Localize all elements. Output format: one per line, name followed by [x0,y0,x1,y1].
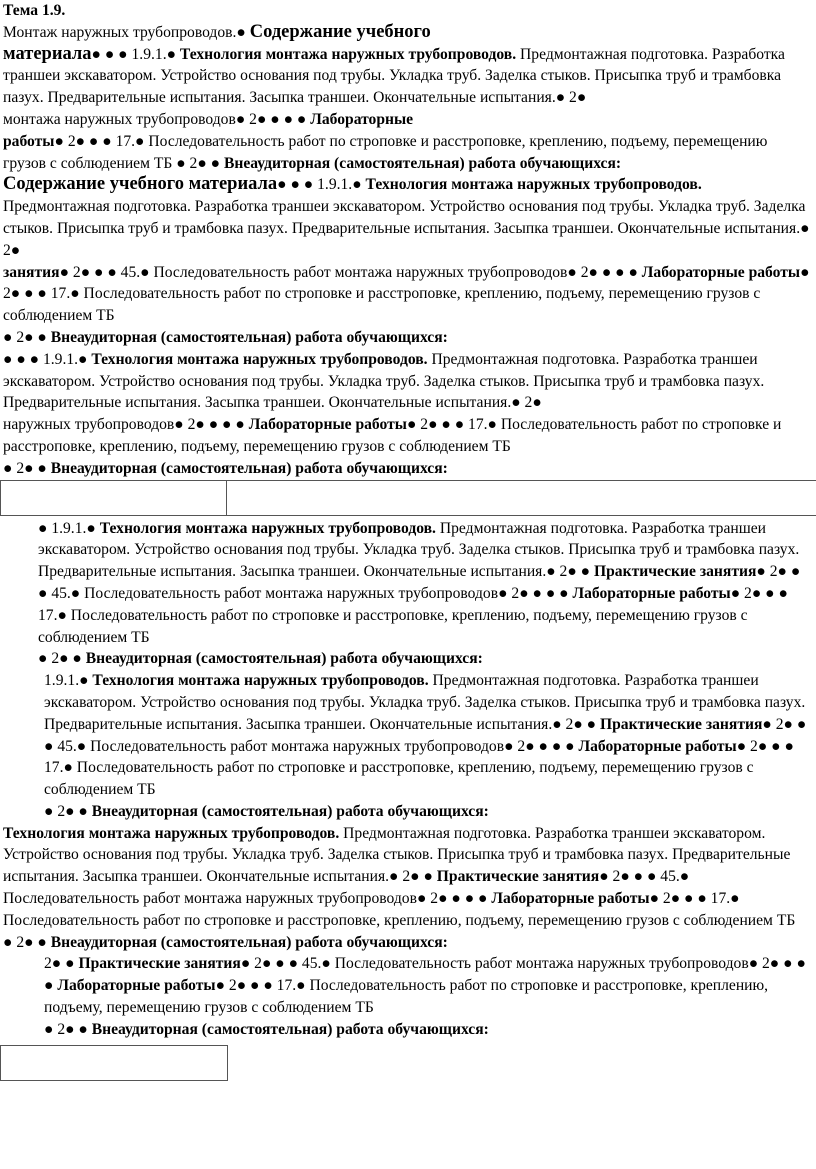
topic-block-4 [0,518,816,671]
section-text: ● 2● ● ● 45.● Последовательность работ монтажа наружных трубопроводов● 2● ● ● ● [44,715,807,755]
independent-work-label: Внеаудиторная (самостоятельная) работа обучающихся: [50,328,448,346]
section-title: Технология монтажа наружных трубопроводов. [3,824,340,842]
section-number: 1.9.1.● [131,45,180,63]
section-text: подготовка. Разработка траншеи экскаватором. Устройство основания под трубы. Укладка труб. Заделка стыков. Присыпка труб и трамбовка пазух. Предварительные испытания. Засыпка траншеи. Окончательные испытания.● 2● [3,45,785,107]
section-number: ● 1.9.1.● [38,519,100,537]
independent-work-label: Внеаудиторная (самостоятельная) работа обучающихся: [50,459,448,477]
section-number: ● ● ● 1.9.1.● [3,350,92,368]
practice-label: Практические занятия [436,868,600,886]
section-text: монтажа наружных трубопроводов● 2● ● ● ● [3,110,311,128]
practice-label: занятия [3,263,60,281]
section-title: Технология монтажа наружных трубопроводов. [179,45,517,63]
section-text: ● 2● ● ● 45.● Последовательность работ монтажа наружных трубопроводов● 2● ● ● ● [38,563,801,602]
topic-block-2 [0,174,816,348]
section-title: Технология монтажа наружных трубопроводов. [91,350,428,368]
bullet-marks: ● 2● ● [3,328,51,346]
content-heading-cont: материала [3,43,92,64]
lab-label: Лабораторные работы [641,263,801,281]
lab-label: Лабораторные работы [572,584,731,602]
empty-table-row [0,1045,816,1083]
lab-label: Лабораторные работы [57,977,216,995]
practice-label: Практические занятия [600,715,763,733]
section-number: 1.9.1.● [44,672,93,690]
section-text: Предмонтажная [516,45,627,63]
section-text: ● 2● ● ● 17.● Последовательность работ по строповке и расстроповке, креплению, подъему, перемещению грузов с соблюдением ТБ [44,977,769,1017]
lab-label: Лабораторные работы [578,737,737,755]
independent-work-label: Внеаудиторная (самостоятельная) работа обучающихся: [224,154,622,172]
section-text: ● 2● ● ● 17.● Последовательность работ по строповке и расстроповке, креплению, подъему, перемещению грузов с соблюдением ТБ [38,584,788,646]
section-text: ● 2● ● ● 45.● Последовательность работ монтажа наружных трубопроводов● 2● ● ● ● [59,263,642,281]
section-text: Предмонтажная подготовка. Разработка траншеи экскаватором. Устройство основания под трубы. Укладка труб. Заделка стыков. Присыпка труб и трамбовка пазух. Предварительные испытания. Засыпка траншеи. Окончательные испытания.● 2● ● [44,672,806,733]
topic-block-1 [0,0,816,174]
topic-subtitle: Монтаж наружных трубопроводов. [3,23,237,41]
bullet-marks: ● 2● ● [3,933,51,951]
practice-label: Практические занятия [78,955,241,973]
bullet-marks: ● ● ● [91,45,132,63]
content-heading: Содержание учебного [249,21,431,42]
section-text: ● 2● ● ● 17.● Последовательность работ по строповке и расстроповке, креплению, подъему, перемещению грузов с соблюдением ТБ [3,263,810,325]
section-text: наружных трубопроводов● 2● ● ● ● [3,416,249,434]
independent-work-label: Внеаудиторная (самостоятельная) работа обучающихся: [91,802,489,820]
section-text: Предмонтажная подготовка. Разработка траншеи экскаватором. Устройство основания под трубы. Укладка труб. Заделка стыков. Присыпка труб и трамбовка пазух. Предварительные испытания. Засыпка траншеи. Окончательные испытания.● 2● [3,198,810,259]
section-number: ● ● ● 1.9.1.● [277,176,366,194]
topic-block-7 [0,953,816,1040]
section-text: ● 2● ● ● 45.● Последовательность работ монтажа наружных трубопроводов● 2● ● ● ● [3,868,690,908]
section-text: ● 2● ● ● 45.● Последовательность работ монтажа наружных трубопроводов● 2● ● ● ● [44,955,806,995]
section-text: ● 2● ● ● 17.● Последовательность работ по строповке и расстроповке, креплению, подъему, перемещению грузов с соблюдением ТБ [44,737,794,799]
section-text: ● 2● ● ● 17.● Последовательность работ по строповке и расстроповке, креплению, подъему, перемещению грузов с соблюдением ТБ [3,416,782,455]
section-text: Предмонтажная подготовка. Разработка траншеи экскаватором. Устройство основания под трубы. Укладка труб. Заделка стыков. Присыпка труб и трамбовка пазух. Предварительные испытания. Засыпка траншеи. Окончательные испытания.● 2● ● [38,519,800,581]
empty-table-cell [0,1045,228,1081]
practice-label: Практические занятия [594,563,757,581]
section-title: Технология монтажа наружных трубопроводов. [92,672,429,690]
content-heading: Содержание учебного материала [3,174,278,195]
bullet-marks: ● 2● ● [44,1020,92,1038]
bullet-marks: ● 2● ● [44,802,92,820]
independent-work-label: Внеаудиторная (самостоятельная) работа обучающихся: [85,650,483,668]
independent-work-label: Внеаудиторная (самостоятельная) работа обучающихся: [91,1020,489,1038]
section-text: ● 2● ● ● 17.● Последовательность работ по строповке и расстроповке, креплению, подъему, перемещению грузов с соблюдением ТБ [3,890,796,929]
section-title: Технология монтажа наружных трубопроводов. [365,176,702,194]
independent-work-label: Внеаудиторная (самостоятельная) работа обучающихся: [50,933,448,951]
lab-label: Лабораторные [310,110,414,128]
topic-block-3 [0,349,816,480]
section-text: Предмонтажная подготовка. Разработка траншеи экскаватором. Устройство основания под трубы. Укладка труб. Заделка стыков. Присыпка труб и трамбовка пазух. Предварительные испытания. Засыпка траншеи. Окончательные испытания.● 2● [3,350,765,412]
topic-heading: Тема 1.9. [3,2,66,19]
section-text: Предмонтажная подготовка. Разработка траншеи экскаватором. Устройство основания под трубы. Укладка труб. Заделка стыков. Присыпка труб и трамбовка пазух. Предварительные испытания. Засыпка траншеи. Окончательные испытания.● 2● ● [3,824,791,886]
lab-label: Лабораторные работы [248,416,407,434]
empty-table-cell [0,480,228,516]
empty-table-row [0,480,816,518]
section-text: ● 2● ● ● 17.● Последовательность работ по строповке и расстроповке, креплению, подъему, перемещению грузов с соблюдением ТБ ● 2● ● [3,132,768,172]
bullet-marks: ● 2● ● [3,459,51,477]
bullet-marks: 2● ● [44,955,79,973]
bullet-marks: ● 2● ● [38,650,86,668]
bullet-marks: ● [236,23,250,41]
lab-label: Лабораторные работы [491,890,650,908]
empty-table-cell [226,480,816,516]
topic-block-5 [0,670,816,823]
lab-label-cont: работы [3,132,55,150]
section-title: Технология монтажа наружных трубопроводов. [99,519,436,537]
topic-block-6 [0,823,816,954]
